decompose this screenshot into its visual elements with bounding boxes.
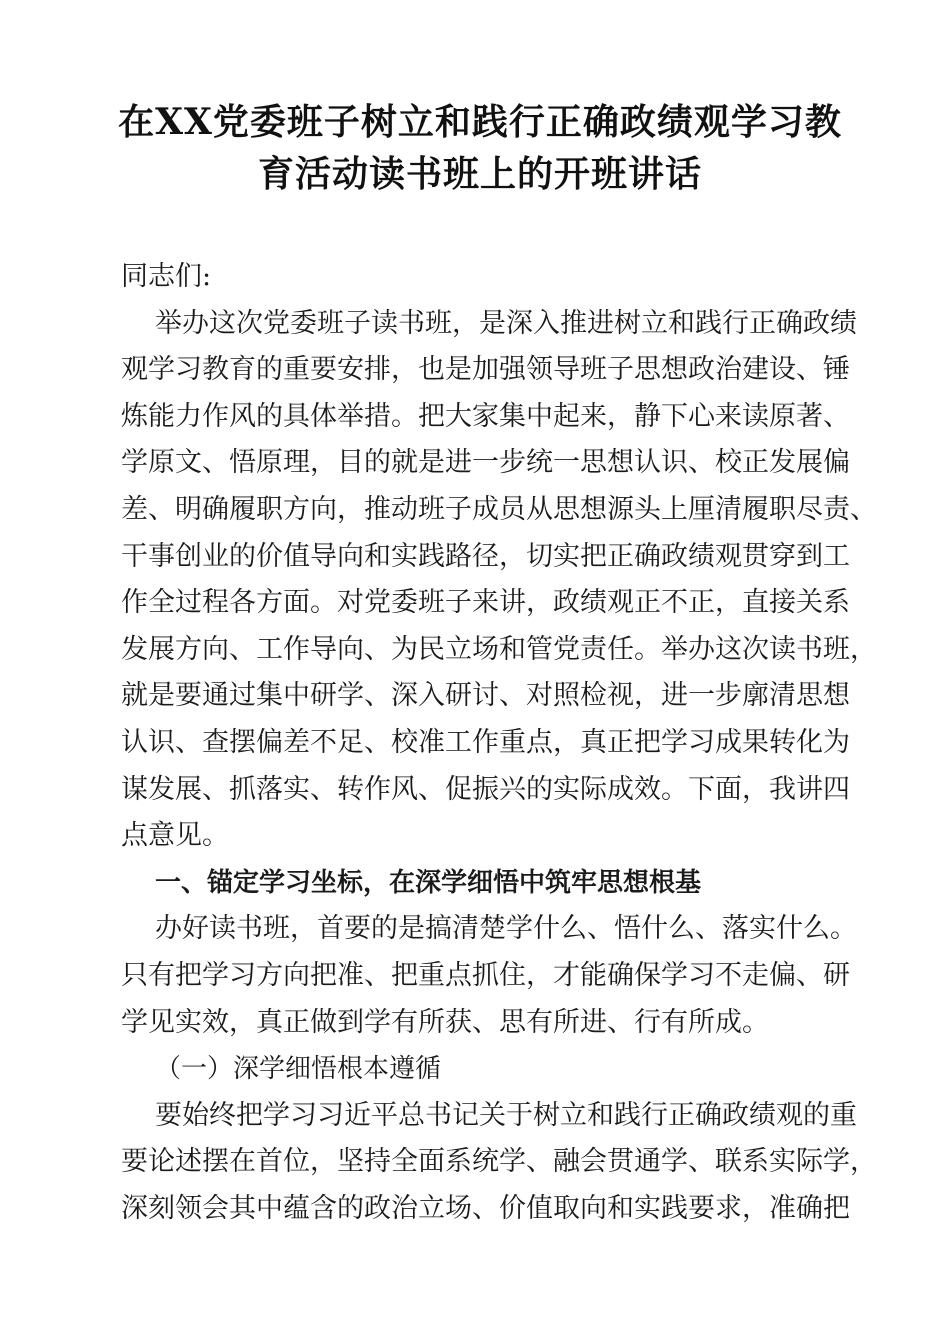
paragraph-line: 学见实效，真正做到学有所获、思有所进、行有所成。	[121, 1006, 769, 1038]
paragraph-line: 发展方向、工作导向、为民立场和管党责任。举办这次读书班，	[121, 633, 877, 665]
paragraph-line: 干事创业的价值导向和实践路径，切实把正确政绩观贯穿到工	[121, 540, 850, 572]
title-line-1: 在XX党委班子树立和践行正确政绩观学习教	[118, 101, 842, 143]
paragraph-line: 认识、查摆偏差不足、校准工作重点，真正把学习成果转化为	[121, 726, 850, 758]
paragraph-line: 深刻领会其中蕴含的政治立场、价值取向和实践要求，准确把	[121, 1192, 850, 1224]
paragraph-2	[121, 906, 857, 1046]
document-body	[121, 254, 877, 1232]
paragraph-line: 要论述摆在首位，坚持全面系统学、融会贯通学、联系实际学，	[121, 1146, 877, 1178]
document-title	[100, 96, 860, 200]
paragraph-line: 炼能力作风的具体举措。把大家集中起来，静下心来读原著、	[121, 400, 850, 432]
paragraph-1	[121, 301, 877, 860]
paragraph-line: 学原文、悟原理，目的就是进一步统一思想认识、校正发展偏	[121, 447, 850, 479]
paragraph-line: 差、明确履职方向，推动班子成员从思想源头上厘清履职尽责、	[121, 493, 877, 525]
paragraph-line: 点意见。	[121, 820, 229, 852]
paragraph-line: 办好读书班，首要的是搞清楚学什么、悟什么、落实什么。	[155, 913, 857, 945]
paragraph-line: 谋发展、抓落实、转作风、促振兴的实际成效。下面，我讲四	[121, 773, 850, 805]
paragraph-line: 就是要通过集中研学、深入研讨、对照检视，进一步廓清思想	[121, 680, 850, 712]
paragraph-line: 要始终把学习习近平总书记关于树立和践行正确政绩观的重	[155, 1099, 857, 1131]
title-line-2: 育活动读书班上的开班讲话	[257, 153, 702, 195]
paragraph-line: 作全过程各方面。对党委班子来讲，政绩观正不正，直接关系	[121, 587, 850, 619]
subsection-heading-1: （一）深学细悟根本遵循	[155, 1054, 442, 1085]
paragraph-line: 只有把学习方向把准、把重点抓住，才能确保学习不走偏、研	[121, 959, 850, 991]
paragraph-line: 观学习教育的重要安排，也是加强领导班子思想政治建设、锤	[121, 354, 850, 386]
salutation: 同志们:	[121, 261, 212, 292]
paragraph-line: 举办这次党委班子读书班，是深入推进树立和践行正确政绩	[155, 307, 857, 339]
section-heading-1: 一、锚定学习坐标，在深学细悟中筑牢思想根基	[155, 867, 702, 898]
paragraph-3	[121, 1093, 877, 1233]
